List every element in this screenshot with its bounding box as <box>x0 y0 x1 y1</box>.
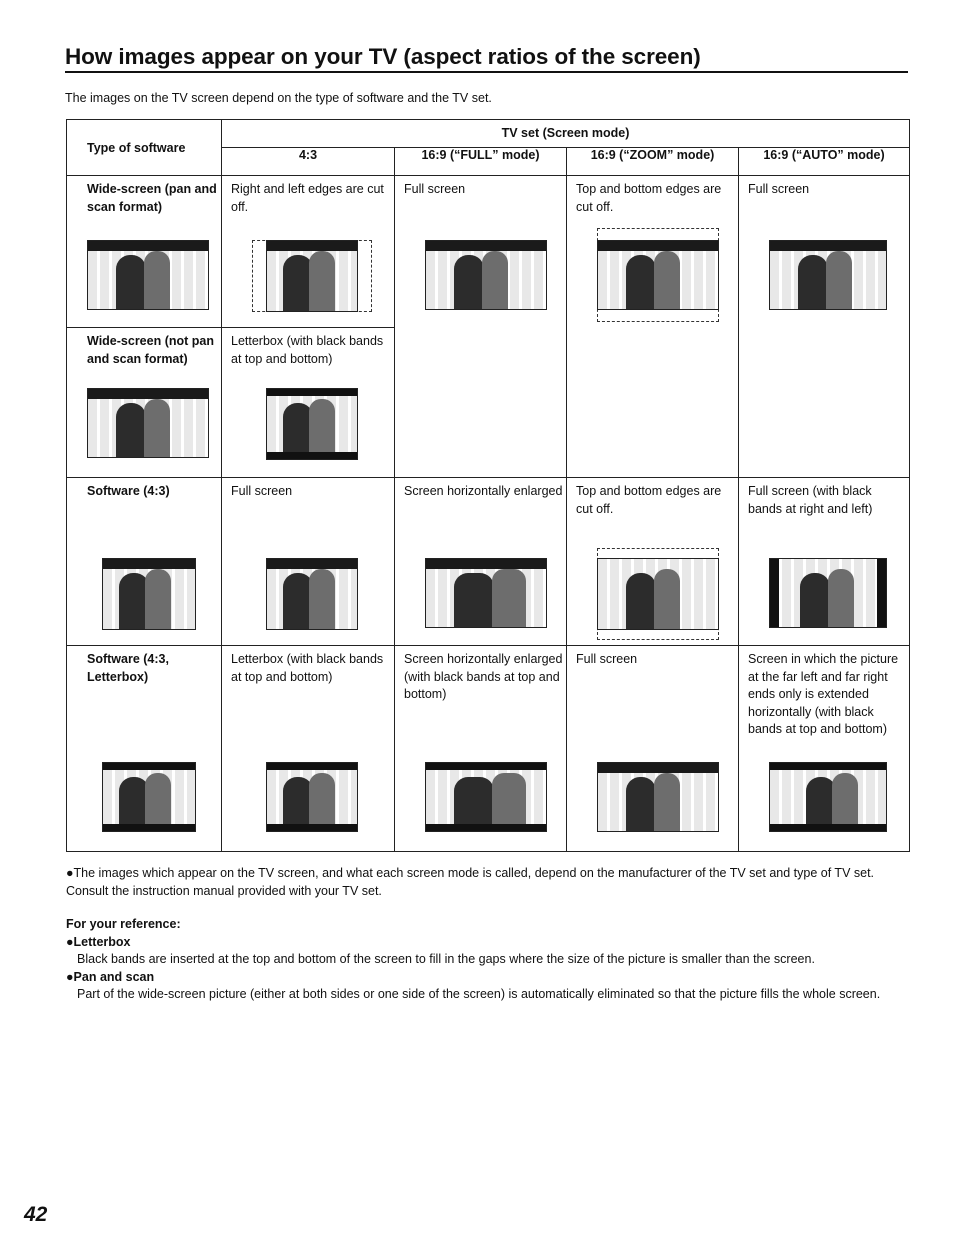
row-label-widescreen-panscan: Wide-screen (pan and scan format) <box>67 176 222 328</box>
row-label-widescreen-not-panscan: Wide-screen (not pan and scan format) <box>67 328 222 478</box>
sample-image-thumbnail <box>769 240 887 310</box>
sample-image-thumbnail <box>769 558 887 628</box>
cell-auto-row4: Screen in which the picture at the far left and far right ends only is extended horizontally (with black bands at top and bottom) <box>739 646 910 852</box>
header-mode-43: 4:3 <box>222 148 395 176</box>
sample-image-thumbnail <box>266 558 358 630</box>
sample-image-thumbnail <box>266 388 358 460</box>
cell-auto-row1: Full screen <box>739 176 910 478</box>
cell-zoom-row1: Top and bottom edges are cut off. <box>567 176 739 478</box>
sample-image-thumbnail <box>597 762 719 832</box>
sample-image-thumbnail <box>425 762 547 832</box>
sample-image-thumbnail <box>102 558 196 630</box>
page-number: 42 <box>24 1203 48 1226</box>
letterbox-title: ●Letterbox <box>66 934 131 949</box>
cell-auto-row3: Full screen (with black bands at right and left) <box>739 478 910 646</box>
cell-43-row2: Letterbox (with black bands at top and bottom) <box>222 328 395 478</box>
sample-image-thumbnail <box>266 240 358 312</box>
cell-zoom-row3: Top and bottom edges are cut off. <box>567 478 739 646</box>
panscan-text: Part of the wide-screen picture (either at both sides or one side of the screen) is automatically eliminated so that the picture fills the whole screen. <box>77 987 881 1001</box>
sample-image-thumbnail <box>87 388 209 458</box>
sample-image-thumbnail <box>425 240 547 310</box>
row-label-software-43: Software (4:3) <box>67 478 222 646</box>
panscan-title: ●Pan and scan <box>66 969 155 984</box>
sample-image-thumbnail <box>87 240 209 310</box>
cell-43-row3: Full screen <box>222 478 395 646</box>
sample-image-thumbnail <box>266 762 358 832</box>
header-type-of-software: Type of software <box>67 120 222 176</box>
footnote: ●The images which appear on the TV screen, and what each screen mode is called, depend on the manufacturer of the TV set and type of TV set. Consult the instruction manual provided with your TV set. <box>66 866 875 898</box>
header-tv-set: TV set (Screen mode) <box>222 120 910 148</box>
sample-image-thumbnail <box>102 762 196 832</box>
reference-section <box>66 916 911 1004</box>
sample-image-thumbnail <box>597 558 719 630</box>
cell-zoom-row4: Full screen <box>567 646 739 852</box>
header-mode-auto: 16:9 (“AUTO” mode) <box>739 148 910 176</box>
sample-image-thumbnail <box>769 762 887 832</box>
cell-full-row4: Screen horizontally enlarged (with black bands at top and bottom) <box>395 646 567 852</box>
letterbox-text: Black bands are inserted at the top and bottom of the screen to fill in the gaps where the size of the picture is smaller than the screen. <box>77 952 815 966</box>
header-mode-full: 16:9 (“FULL” mode) <box>395 148 567 176</box>
cell-43-row1: Right and left edges are cut off. <box>222 176 395 328</box>
sample-image-thumbnail <box>597 240 719 310</box>
cell-full-row1: Full screen <box>395 176 567 478</box>
row-label-software-43-letterbox: Software (4:3, Letterbox) <box>67 646 222 852</box>
intro-text: The images on the TV screen depend on the type of software and the TV set. <box>65 91 492 105</box>
cell-43-row4: Letterbox (with black bands at top and bottom) <box>222 646 395 852</box>
page-title: How images appear on your TV (aspect ratios of the screen) <box>65 44 908 73</box>
sample-image-thumbnail <box>425 558 547 628</box>
aspect-ratio-table <box>66 119 909 851</box>
header-mode-zoom: 16:9 (“ZOOM” mode) <box>567 148 739 176</box>
cell-full-row3: Screen horizontally enlarged <box>395 478 567 646</box>
reference-heading: For your reference: <box>66 917 181 931</box>
